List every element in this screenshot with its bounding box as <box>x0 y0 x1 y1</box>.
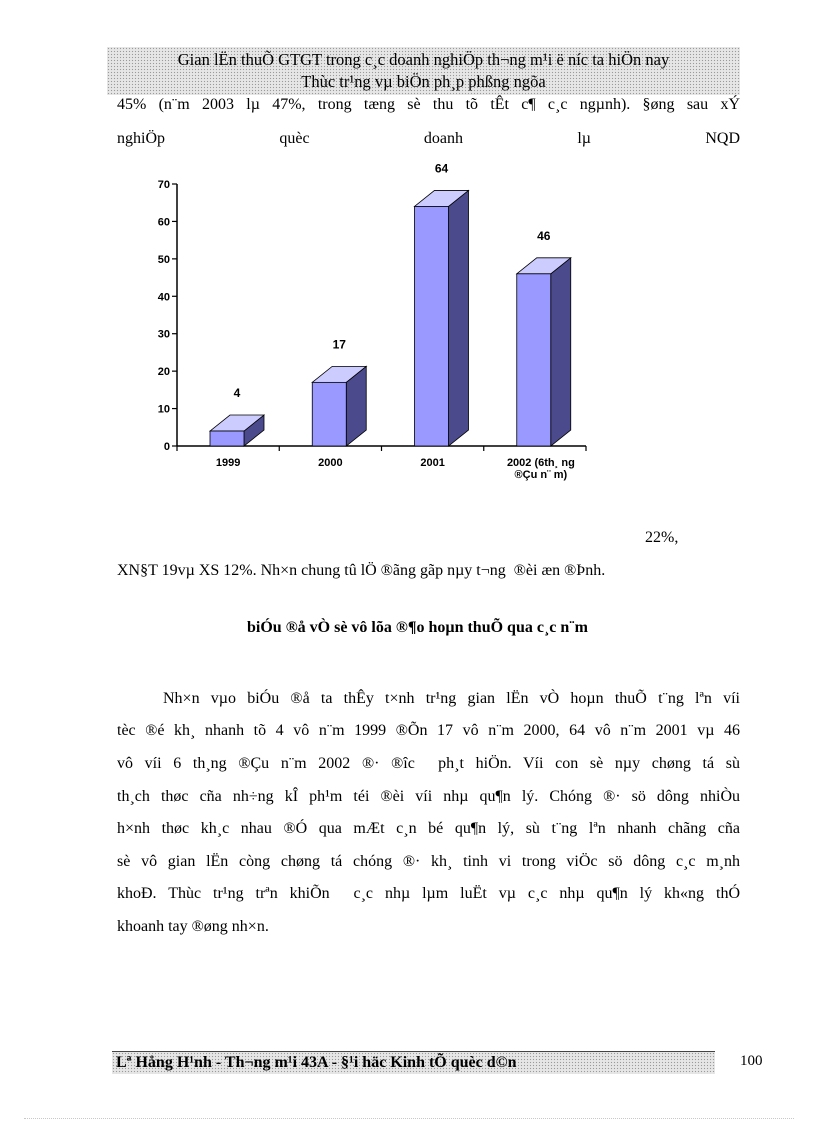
y-tick-label: 0 <box>163 441 170 453</box>
data-label: 46 <box>537 228 551 243</box>
body-line-justified <box>117 130 740 148</box>
paragraph-line: h×nh thøc kh¸c nhau ®Ó qua mÆt c¸n bé qu¶n lý, sù t¨ng lªn nhanh chãng cña <box>117 820 740 837</box>
bar <box>210 431 244 446</box>
y-tick-label: 70 <box>157 179 170 191</box>
page-number: 100 <box>740 1053 763 1069</box>
paragraph-line: sè vô gian lËn còng chøng tá chóng ®· kh¸ tinh vi trong viÖc sö dông c¸c m¸nh <box>117 853 740 870</box>
x-tick-label: 2000 <box>318 457 343 469</box>
word: lµ <box>577 130 592 147</box>
word: doanh <box>423 130 463 147</box>
data-label: 4 <box>233 386 241 401</box>
paragraph-line: vô víi 6 th¸ng ®Çu n¨m 2002 ®· ®îc ph¸t hiÖn. Víi con sè nµy chøng tá sù <box>117 755 740 772</box>
bar <box>415 206 449 446</box>
bar-side <box>449 190 469 446</box>
x-tick-label: 2002 (6th¸ ng <box>506 457 575 469</box>
header-line-2: Thùc tr¹ng vµ biÖn ph¸p phßng ngõa <box>301 72 546 91</box>
running-header <box>107 47 740 95</box>
y-tick-label: 60 <box>157 216 170 229</box>
running-footer <box>112 1051 715 1074</box>
word: quèc <box>279 130 310 147</box>
data-label: 17 <box>332 337 346 352</box>
body-line: 45% (n¨m 2003 lµ 47%, trong tæng sè thu tõ tÊt c¶ c¸c ngµnh). §øng sau xÝ <box>117 96 740 113</box>
bar <box>312 382 346 446</box>
x-tick-label: 2001 <box>420 457 445 469</box>
y-tick-label: 50 <box>157 253 170 266</box>
y-tick-label: 30 <box>157 328 170 341</box>
word: NQD <box>705 130 741 147</box>
body-line: 22%, <box>645 529 679 546</box>
footer-text: Lª Hång H¹nh - Th¬ng m¹i 43A - §¹i häc Kinh tÕ quèc d©n <box>116 1054 517 1071</box>
y-tick-label: 10 <box>157 403 170 416</box>
chart-caption: biÓu ®å vÒ sè vô lõa ®¶o hoµn thuÕ qua c¸c n¨m <box>247 619 588 636</box>
x-tick-label: ®Çu n¨ m) <box>514 469 568 481</box>
bar-side <box>551 258 571 446</box>
paragraph-line: khoanh tay ®øng nh×n. <box>117 918 269 935</box>
word: nghiÖp <box>117 130 165 147</box>
data-label: 64 <box>434 161 449 176</box>
y-tick-label: 40 <box>157 291 170 304</box>
x-tick-label: 1999 <box>215 457 241 469</box>
header-line-1: Gian lËn thuÕ GTGT trong c¸c doanh nghiÖp th¬ng m¹i ë níc ta hiÖn nay <box>177 50 670 69</box>
paragraph-line: khoÐ. Thùc tr¹ng trªn khiÕn c¸c nhµ lµm luËt vµ c¸c nhµ qu¶n lý kh«ng thÓ <box>117 885 740 902</box>
bar <box>517 274 551 446</box>
paragraph-line: Nh×n vµo biÓu ®å ta thÊy t×nh tr¹ng gian lËn vÒ hoµn thuÕ t¨ng lªn víi <box>163 690 740 707</box>
page-bottom-rule <box>24 1118 794 1119</box>
paragraph-line: tèc ®é kh¸ nhanh tõ 4 vô n¨m 1999 ®Õn 17 vô n¨m 2000, 64 vô n¨m 2001 vµ 46 <box>117 722 740 739</box>
body-line: XN§T 19vµ XS 12%. Nh×n chung tû lÖ ®ãng gãp nµy t¬ng ®èi æn ®Þnh. <box>117 562 606 579</box>
y-tick-label: 20 <box>157 366 170 379</box>
bar-chart <box>140 160 600 500</box>
paragraph-line: th¸ch thøc cña nh÷ng kÎ ph¹m téi ®èi víi nhµ qu¶n lý. Chóng ®· sö dông nhiÒu <box>117 788 740 805</box>
